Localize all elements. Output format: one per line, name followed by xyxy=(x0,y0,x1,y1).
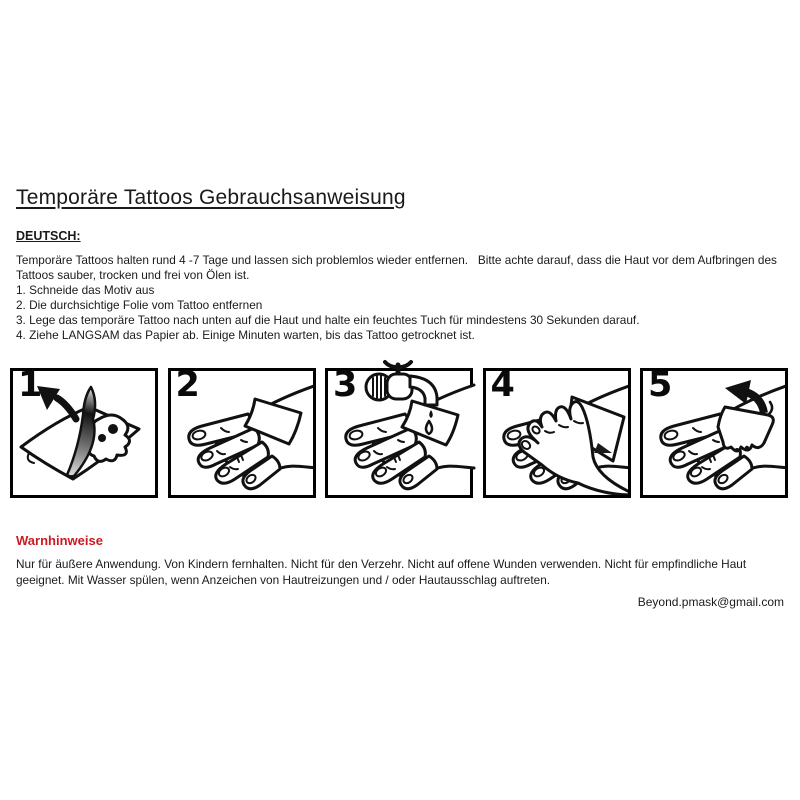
step-text-3: 3. Lege das temporäre Tattoo nach unten auf die Haut und halte ein feuchtes Tuch für mindestens 30 Sekunden darauf. xyxy=(16,313,640,327)
step-text-1: 1. Schneide das Motiv aus xyxy=(16,283,155,297)
figure-number-5: 5 xyxy=(648,365,673,405)
figure-number-3: 3 xyxy=(333,365,358,405)
warning-paragraph xyxy=(16,556,746,588)
figure-number-1: 1 xyxy=(18,365,43,405)
contact-email: Beyond.pmask@gmail.com xyxy=(637,595,784,609)
intro-line-1: Temporäre Tattoos halten rund 4 -7 Tage und lassen sich problemlos wieder entfernen. Bitte achte darauf, dass die Haut vor dem Aufbringen des xyxy=(16,253,777,267)
figure-number-2: 2 xyxy=(175,365,200,405)
intro-paragraph xyxy=(16,253,777,283)
figure-step-3 xyxy=(325,365,473,498)
water-drop-icon xyxy=(426,421,432,434)
figure-number-4: 4 xyxy=(490,365,515,405)
figure-step-5 xyxy=(640,365,788,498)
page-title: Temporäre Tattoos Gebrauchsanweisung xyxy=(16,186,406,209)
intro-line-2: Tattoos sauber, trocken und frei von Ölen ist. xyxy=(16,268,250,282)
figure-step-2 xyxy=(168,365,316,498)
step-text-4: 4. Ziehe LANGSAM das Papier ab. Einige Minuten warten, bis das Tattoo getrocknet ist. xyxy=(16,328,475,342)
step-text-2: 2. Die durchsichtige Folie vom Tattoo entfernen xyxy=(16,298,263,312)
warning-heading: Warnhinweise xyxy=(16,533,103,548)
figure-strip xyxy=(10,365,788,498)
figure-step-1 xyxy=(10,365,158,498)
figure-step-4 xyxy=(483,365,631,498)
language-heading: DEUTSCH: xyxy=(16,229,81,243)
warning-line-2: geeignet. Mit Wasser spülen, wenn Anzeichen von Hautreizungen und / oder Hautausschlag auftreten. xyxy=(16,573,551,587)
warning-line-1: Nur für äußere Anwendung. Von Kindern fernhalten. Nicht für den Verzehr. Nicht auf offene Wunden verwenden. Nicht für empfindliche Haut xyxy=(16,557,747,571)
instruction-steps xyxy=(16,283,639,343)
